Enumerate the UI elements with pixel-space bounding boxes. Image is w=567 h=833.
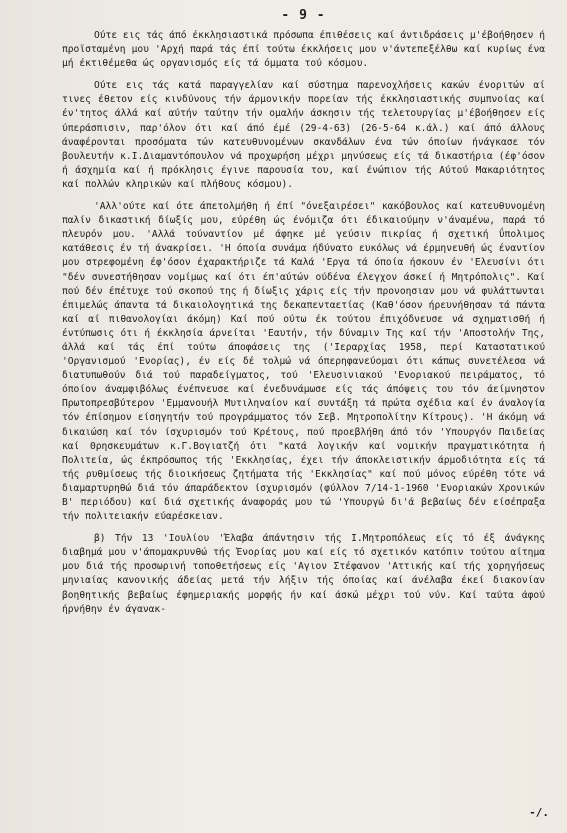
page-number: - 9 - (281, 8, 326, 23)
paragraph-3: 'Αλλ'ούτε καί ότε άπετολμήθη ή έπί "όνεξαιρέσει" κακόβουλος καί κατευθυνομένη παλίν δικαστική δίωξίς μου, εύρέθη ώς ένόμιζα ότι έδικαιούμην ν'άναμένω, παρά τό πλευρόν μου. 'Αλλά τούναντίον μέ άφηκε μέ γεύσιν πικρίας ή σχετική ΰπολιμος κατάθεσις έν τή άνακρίσει. 'Η όποία συνάμα ήδύνατο ευκόλως νά έρμηνευθή ώς έναντίον μου στρεφομένη έφ'όσον έχαρακτήριζε τά Καλά 'Εργα τά όποία ήσκουν έν 'Ελευσίνι ότι "δέν συνεστήθησαν νομίμως καί ότι έπ'αύτών ούδένα έλεγχον άσκεί ή Μητρόπολις". Καί πού δέν έπέτυχε τού σκοπού της ή δίωξις χάρις είς τήν προνοησιαν μου νά φυλάττωνται έπιμελώς άπαντα τά δικαιολογητικά της δεκαπενταετίας (Καθ'όσον ήρευνήθησαν τά πάντα καί αί πιθανολογίαι άκόμη) Καί πού ούτω έκ τούτου έπιχόδνευσε νά σχηματισθή ή έντύπωσις ότι ή έκκλησία άρνείται 'Εαυτήν, τήν δύναμιν Της καί τήν 'Αποστολήν Της, άλλά καί τάς έπί τούτω άποφάσεις της ('Ιεραρχίας 1958, περί Καταστατικού 'Οργανισμού 'Ενορίας), έν είς δέ τολμώ νά όπερηφανεύομαι ότι κάπως συνετέλεσα νά διατυπωθούν διά τού παραδείγματος, τού 'Ελευσινιακού 'Ενοριακού πειράματος, τό όποίον άναμφιβόλως ένέπνευσε καί ένεδυνάμωσε είς τάς άπόψεις του τόν άείμνηστον Πρωτοπρεσβύτερον 'Εμμανουήλ Μυτιληναίον καί συντάξη τά πρώτα σχέδια καί έν άναλογία τόν έπίσημον είσηγητήν τού προγράμματος τόν Σεβ. Μητροπολίτην Κίτρους). 'Η άκόμη νά δικαιώση καί τόν ίσχυρισμόν τού Κρέτους, πού προεβλήθη άπό τόν 'Υπουργόν Παιδείας καί Θρησκευμάτων κ.Γ.Βογιατζή ότι "κατά λογικήν καί νομικήν πραγματικότητα ή Πολιτεία, ώς έκπρόσωπος τής 'Εκκλησίας, έχει τήν άποκλειστικήν άρμοδιότητα είς τά τής ρυθμίσεως τής διοικήσεως ζητήματα τής 'Εκκλησίας" καί πού μόνος εύρέθη τότε νά διαμαρτυρηθώ διά τόν άπαράδεκτον ίσχυρισμόν (φύλλον 7/14-1-1960 'Ενοριακών Χρονικών Β' περιόδου) καί διά σχετικής άναφοράς μου τώ 'Υπουργώ δι'ά βεβαίως δέν είσέπραξα τήν πολιτειακήν εύαρέσκειαν. (62, 201, 545, 523)
paragraph-2: Ούτε εις τάς κατά παραγγελίαν καί σύστημα παρενοχλήσεις κακών ένοριτών αί τινες έθετον είς κινδύνους τήν άρμονικήν πορείαν τής έκκλησιαστικής συμπνοίας καί έν'τητος άλλά καί αύτήν ταύτην τήν ομαλήν άσκησιν τής τελετουργίας μ'έβοήθησεν είς ύπεράσπισιν, παρ'όλον ότι καί άπό έμέ (29-4-63) (26-5-64 κ.άλ.) καί άπό άλλους άναφέρονται προσόματα τών κατευθυνομένων σκανδάλων ένα τών όποίων ήνάγκασε τόν βουλευτήν κ.Ι.Διαμαντόπουλον νά προχωρήση μέχρι μηνύσεως είς τά δικαστήρια (έφ'όσον ή άσχημία καί ή πρόκλησις έγινε παρουσία του, καί ένώπιον τής Αύτού Μακαριότητος καί πολλών κληρικών καί πλήθους κόσμου). (62, 80, 545, 190)
continuation-mark: -/. (529, 806, 549, 819)
paragraph-4: β) Τήν 13 'Ιουλίου 'Έλαβα άπάντησιν τής Ι.Μητροπόλεως είς τό έξ άνάγκης διαβημά μου ν'άπομακρυνθώ τής Ένορίας μου καί είς τό σχετικόν κατόπιν τούτου αίτημα μου διά τής προσωρινή τοποθετήσεως είς 'Αγιον Στέφανον 'Αττικής καί τής χορηγήσεως μηνιαίας κανονικής άδείας μετά τήν λήξιν τής όποίας καί άνέλαβα έκεί διακονίαν βοηθητικής βεβαίως έφημεριακής μορφής ήν καί άσκώ μέχρι τού νύν. Καί ταύτα άφού ήρνήθην έν άγανακ- (62, 533, 545, 615)
paragraph-1: Ούτε εις τάς άπό έκκλησιαστικά πρόσωπα έπιθέσεις καί άντιδράσεις μ'έβοήθησεν ή προϊσταμένη μου 'Αρχή παρά τάς έπί τούτω έκκλήσεις μου ν'άντεπεξέλθω καί κυρίως ένα μή έκτιθέμεθα ώς οργανισμός είς τά όμματα τού κόσμου. (62, 30, 545, 70)
